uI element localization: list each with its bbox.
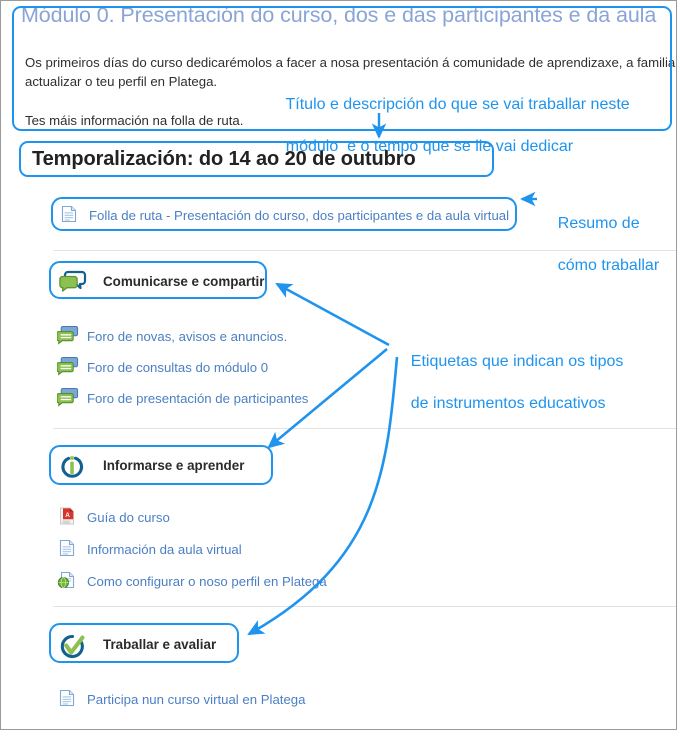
resource-link-label: Información da aula virtual <box>87 541 242 557</box>
resource-link-guia[interactable] <box>57 506 170 528</box>
resource-link-label: Guía do curso <box>87 509 170 525</box>
page-document-icon <box>57 688 81 710</box>
svg-text:A: A <box>65 512 70 520</box>
annotation-line-2: cómo traballar <box>557 257 660 274</box>
resource-link-label: Como configurar o noso perfil en Platega <box>87 573 327 589</box>
intro-line-1: Os primeiros días do curso dedicarémolos a facer a nosa presentación á comunidade de aprendizaxe, a familia <box>25 55 676 70</box>
forum-link-novas[interactable] <box>57 325 287 347</box>
page-document-icon <box>57 538 81 560</box>
comunicarse-label-highlight-box <box>49 261 267 299</box>
forum-icon <box>57 387 81 409</box>
forum-link-label: Foro de consultas do módulo 0 <box>87 359 269 375</box>
section-label-text: Comunicarse e compartir <box>103 273 265 289</box>
annotation-line-1: Título e descripción do que se vai traballar neste <box>285 96 630 113</box>
section-label-text: Informarse e aprender <box>103 457 245 473</box>
annotation-line-2: de instrumentos educativos <box>410 395 606 412</box>
forum-link-consultas[interactable] <box>57 356 268 378</box>
url-globe-icon <box>57 570 81 592</box>
forum-link-label: Foro de novas, avisos e anuncios. <box>87 328 288 344</box>
resource-link-participa[interactable] <box>57 688 305 710</box>
resource-link-label: Participa nun curso virtual en Platega <box>87 691 306 707</box>
forum-icon <box>57 356 81 378</box>
traballar-label-highlight-box <box>49 623 239 663</box>
forum-link-presentacion[interactable] <box>57 387 308 409</box>
section-label-text: Traballar e avaliar <box>103 636 217 652</box>
resource-link-perfil[interactable] <box>57 570 327 592</box>
temporalization-text: Temporalización: do 14 ao 20 de outubro <box>32 147 416 170</box>
arrow-etiquetas-to-comunicarse <box>277 284 389 345</box>
section-separator <box>53 606 676 607</box>
intro-paragraph-2: Tes máis información na folla de ruta. <box>25 113 244 128</box>
annotation-line-2: módulo e o tempo que se lle vai dedicar <box>285 138 574 155</box>
resource-link-informacion[interactable] <box>57 538 242 560</box>
annotation-resumo <box>540 192 659 297</box>
pdf-file-icon <box>57 506 81 528</box>
forum-icon <box>57 325 81 347</box>
annotation-etiquetas <box>393 330 623 435</box>
annotation-line-1: Resumo de <box>557 215 640 232</box>
annotation-title-description <box>268 73 630 178</box>
intro-line-2: actualizar o teu perfil en Platega. <box>25 74 218 89</box>
resource-label: Folla de ruta - Presentación do curso, dos participantes e da aula virtual <box>89 207 510 223</box>
forum-link-label: Foro de presentación de participantes <box>87 390 309 406</box>
annotation-line-1: Etiquetas que indican os tipos <box>410 353 624 370</box>
page-title: Módulo 0. Presentación do curso, dos e das participantes e da aula <box>21 3 657 27</box>
informarse-label-highlight-box <box>49 445 273 485</box>
folla-de-ruta-highlight-box <box>51 197 517 231</box>
